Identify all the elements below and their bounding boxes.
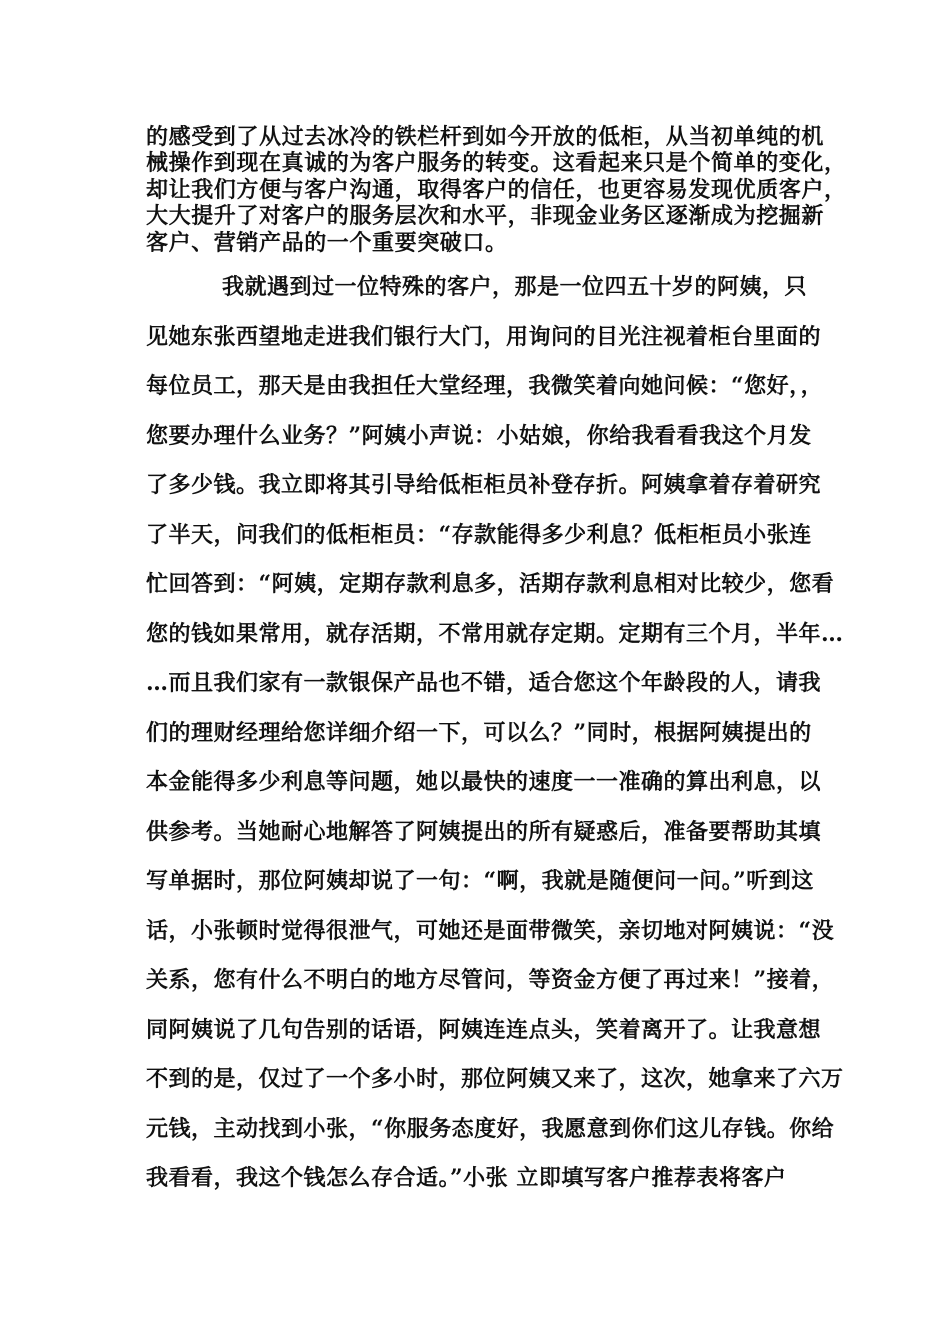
text-line: 们的理财经理给您详细介绍一下，可以么？”同时，根据阿姨提出的	[146, 719, 812, 746]
text-line: 不到的是，仅过了一个多小时，那位阿姨又来了，这次，她拿来了六万	[146, 1066, 844, 1092]
text-line: 同阿姨说了几句告别的话语，阿姨连连点头，笑着离开了。让我意想	[146, 1016, 822, 1043]
text-line: 我就遇到过一位特殊的客户，那是一位四五十岁的阿姨，只	[222, 274, 808, 300]
text-line: 械操作到现在真诚的为客户服务的转变。这看起来只是个简单的变化，	[146, 150, 847, 177]
text-line: 我看看，我这个钱怎么存合适。”小张 立即填写客户推荐表将客户	[146, 1165, 787, 1191]
paragraph-1	[146, 124, 847, 256]
text-line: 您的钱如果常用，就存活期，不常用就存定期。定期有三个月，半年…	[146, 620, 844, 647]
text-line: …而且我们家有一款银保产品也不错，适合您这个年龄段的人，请我	[146, 670, 822, 696]
text-line: 却让我们方便与客户沟通，取得客户的信任，也更容易发现优质客户，	[146, 176, 847, 203]
text-line: 本金能得多少利息等问题，她以最快的速度一一准确的算出利息，以	[146, 769, 822, 795]
text-line: 的感受到了从过去冰冷的铁栏杆到如今开放的低柜，从当初单纯的机	[146, 124, 825, 150]
text-line: 大大提升了对客户的服务层次和水平，非现金业务区逐渐成为挖掘新	[146, 203, 825, 230]
text-line: 元钱，主动找到小张，“你服务态度好，我愿意到你们这儿存钱。你给	[146, 1115, 835, 1142]
paragraph-2	[146, 263, 844, 1204]
text-line: 供参考。当她耐心地解答了阿姨提出的所有疑惑后，准备要帮助其填	[146, 818, 822, 845]
text-line: 忙回答到：“阿姨，定期存款利息多，活期存款利息相对比较少，您看	[146, 571, 835, 597]
text-line: 话，小张顿时觉得很泄气，可她还是面带微笑，亲切地对阿姨说：“没	[146, 917, 835, 944]
text-line: 每位员工，那天是由我担任大堂经理，我微笑着向她问候：“您好，，	[146, 373, 824, 399]
text-line: 了多少钱。我立即将其引导给低柜柜员补登存折。阿姨拿着存着研究	[146, 472, 822, 498]
text-line: 见她东张西望地走进我们银行大门，用询问的目光注视着柜台里面的	[146, 323, 822, 350]
text-line: 了半天，问我们的低柜柜员：“存款能得多少利息？低柜柜员小张连	[146, 521, 812, 548]
text-line: 写单据时，那位阿姨却说了一句：“啊，我就是随便问一问。”听到这	[146, 868, 814, 894]
text-line: 关系，您有什么不明白的地方尽管问，等资金方便了再过来！”接着，	[146, 967, 835, 993]
text-line: 您要办理什么业务？”阿姨小声说：小姑娘，你给我看看我这个月发	[146, 422, 812, 449]
text-line: 客户、营销产品的一个重要突破口。	[146, 229, 508, 256]
